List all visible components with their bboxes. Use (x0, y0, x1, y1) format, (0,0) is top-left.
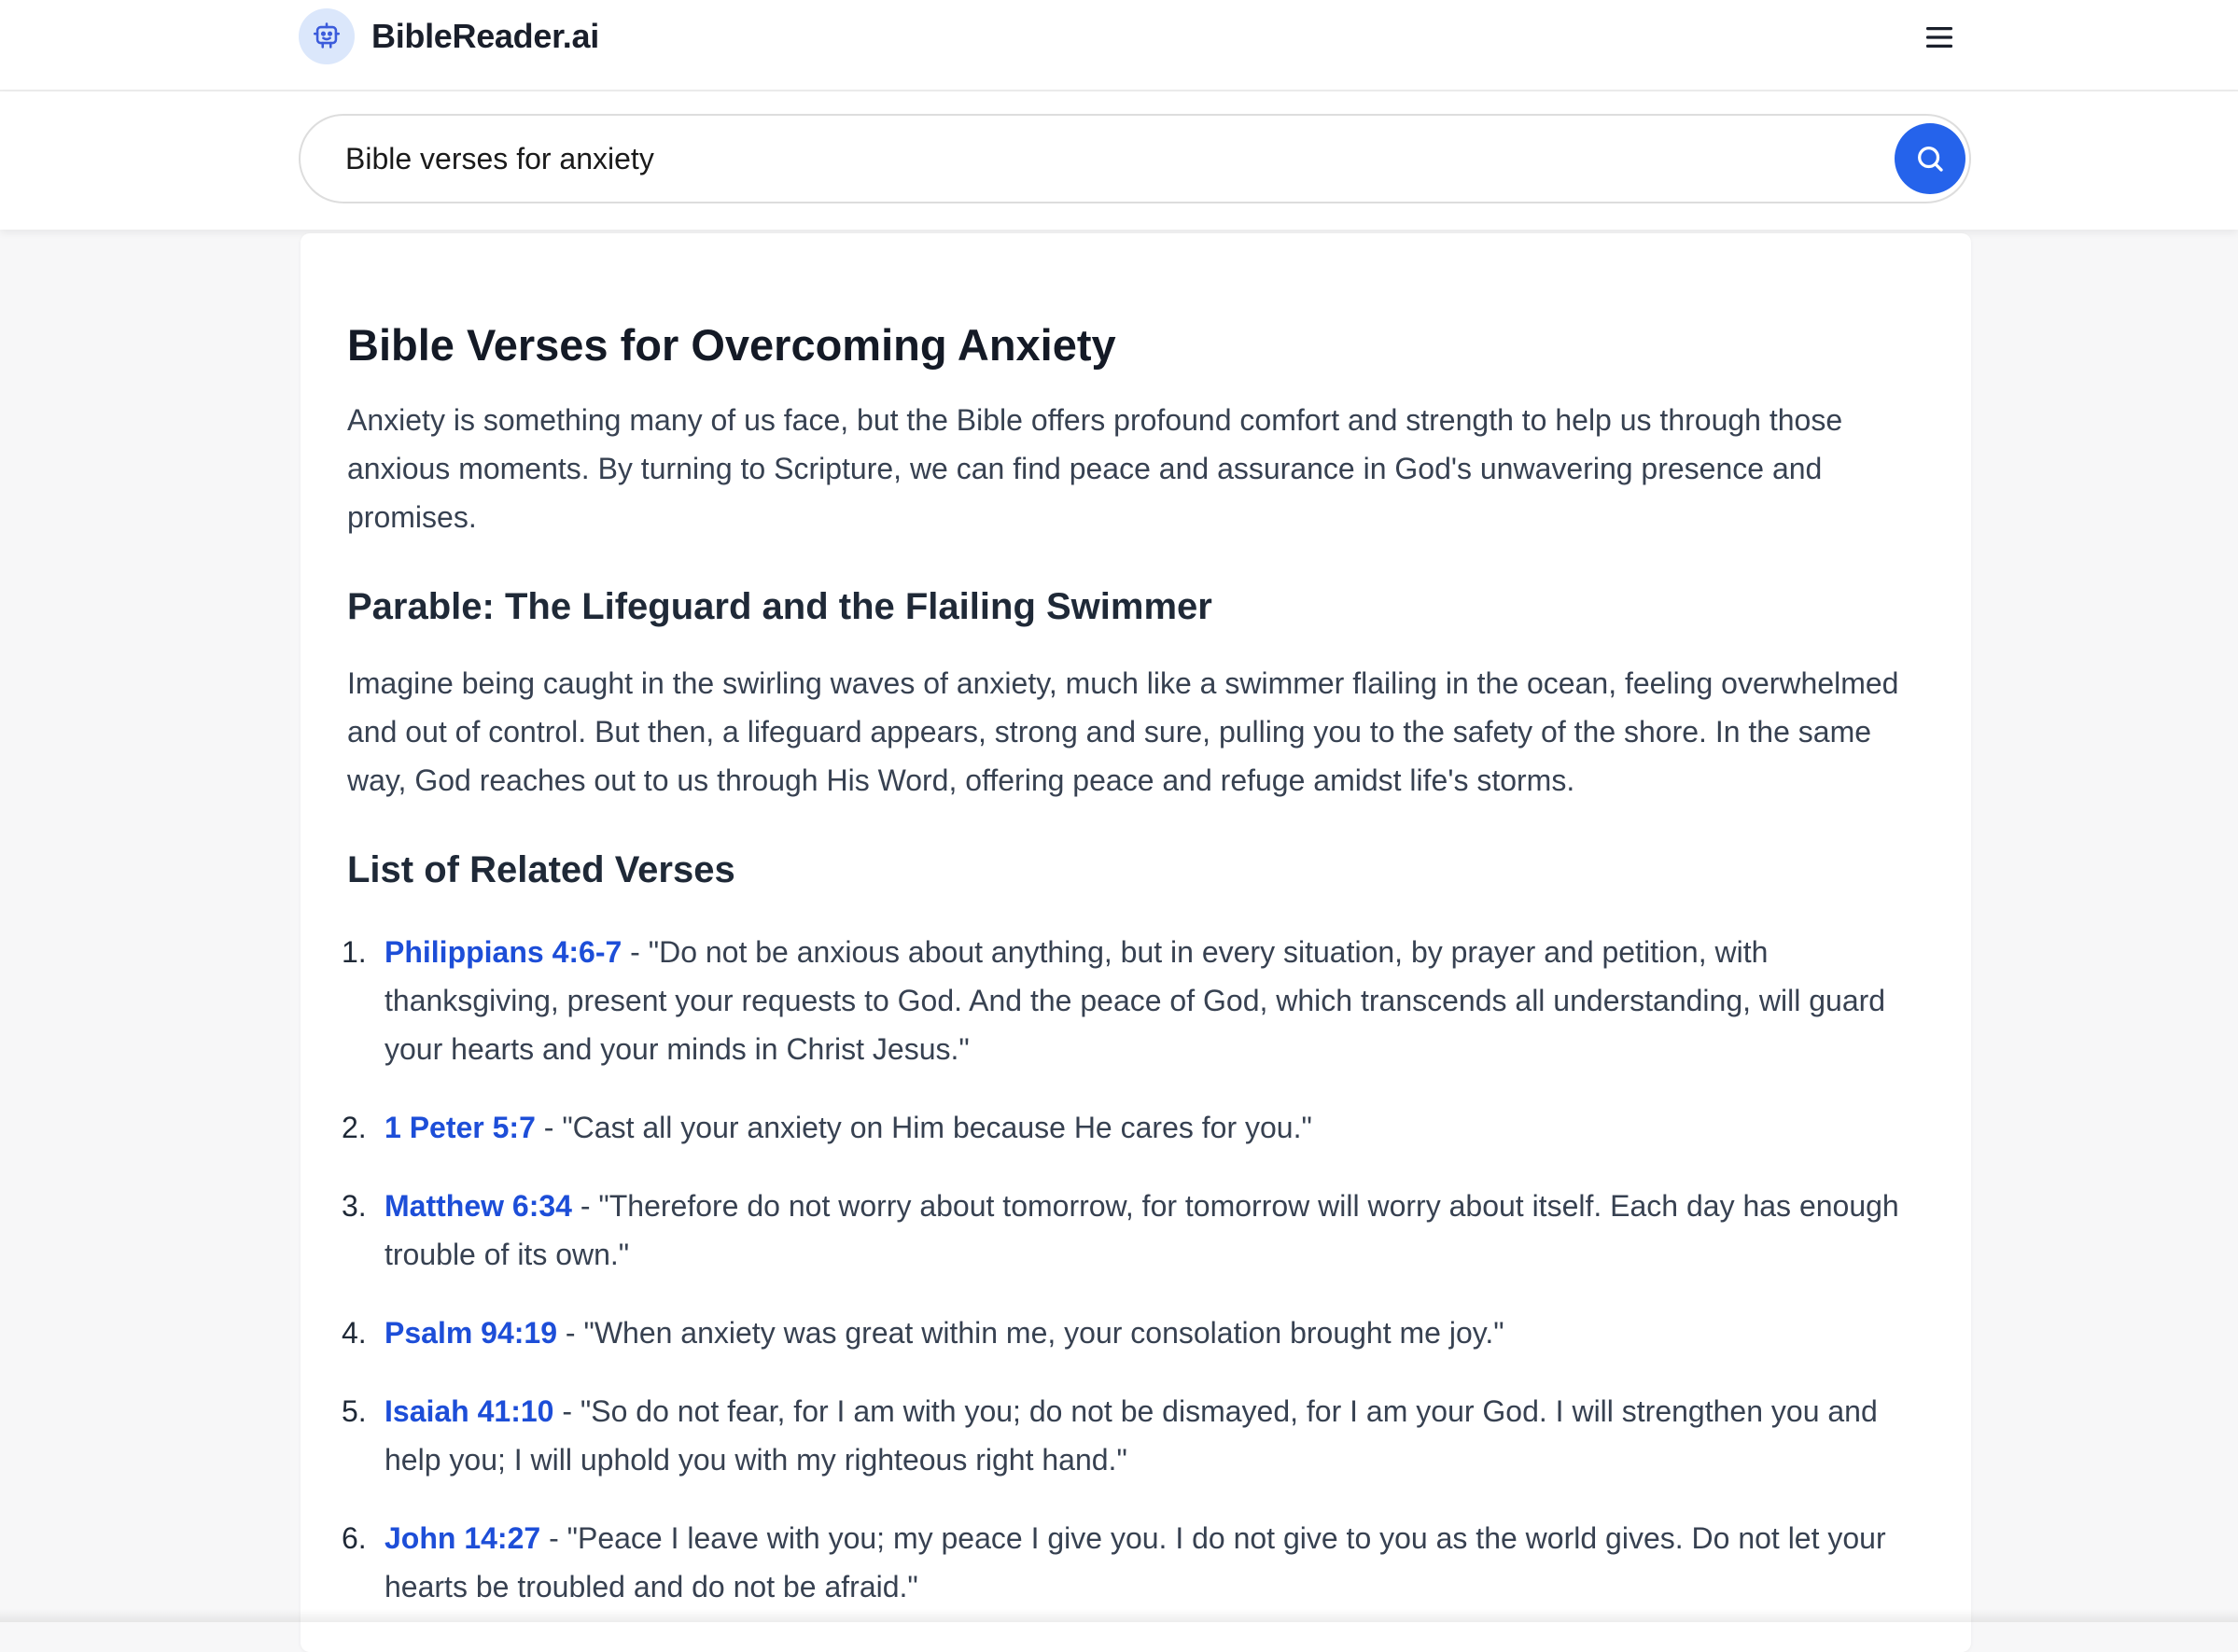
verse-link[interactable]: Philippians 4:6-7 (385, 935, 622, 970)
related-verses-heading: List of Related Verses (347, 849, 735, 891)
list-item (342, 1387, 1934, 1484)
list-item (342, 928, 1934, 1073)
list-item (342, 1514, 1934, 1611)
top-header (0, 0, 2238, 91)
verse-text: - "So do not fear, for I am with you; do not be dismayed, for I am your God. I will strengthen you and help you; I will uphold you with my righteous right hand." (385, 1394, 1878, 1477)
search-box (299, 114, 1971, 203)
article-content (342, 319, 1934, 1641)
verse-link[interactable]: Psalm 94:19 (385, 1316, 558, 1351)
verse-link[interactable]: John 14:27 (385, 1521, 541, 1556)
verse-list (342, 928, 1934, 1611)
robot-face-icon (299, 8, 355, 64)
list-item (342, 1103, 1934, 1152)
article-card (301, 233, 1971, 1652)
verse-text: - "Cast all your anxiety on Him because He cares for you." (535, 1111, 1312, 1145)
list-number: 3. (342, 1189, 367, 1224)
list-number: 1. (342, 935, 367, 970)
list-number: 2. (342, 1111, 367, 1145)
list-number: 6. (342, 1521, 367, 1556)
verse-link[interactable]: 1 Peter 5:7 (385, 1111, 536, 1145)
search-bar-section (0, 91, 2238, 230)
list-item (342, 1182, 1934, 1279)
verse-text: - "Therefore do not worry about tomorrow, for tomorrow will worry about itself. Each day has enough trouble of its own." (385, 1189, 1899, 1272)
article-title: Bible Verses for Overcoming Anxiety (347, 320, 1116, 370)
search-icon (1914, 143, 1946, 175)
parable-paragraph: Imagine being caught in the swirling waves of anxiety, much like a swimmer flailing in the ocean, feeling overwhelmed and out of control. But then, a lifeguard appears, strong and sure, pulling you to the safety of the shore. In the same way, God reaches out to us through His Word, offering peace and refuge amidst life's storms. (347, 666, 1899, 798)
hamburger-menu-icon[interactable] (1917, 19, 1962, 56)
search-button[interactable] (1895, 123, 1965, 194)
parable-heading: Parable: The Lifeguard and the Flailing Swimmer (347, 586, 1212, 628)
verse-link[interactable]: Isaiah 41:10 (385, 1394, 554, 1429)
verse-text: - "Peace I leave with you; my peace I give you. I do not give to you as the world gives. Do not let your hearts be troubled and do not be afraid." (385, 1521, 1886, 1604)
list-item (342, 1309, 1934, 1357)
verse-text: - "When anxiety was great within me, your consolation brought me joy." (557, 1316, 1504, 1351)
intro-paragraph: Anxiety is something many of us face, but the Bible offers profound comfort and strength to help us through those anxious moments. By turning to Scripture, we can find peace and assurance in God's unwavering presence and promises. (347, 403, 1843, 535)
search-input[interactable] (345, 116, 1801, 202)
verse-text: - "Do not be anxious about anything, but in every situation, by prayer and petition, with thanksgiving, present your requests to God. And the peace of God, which transcends all understanding, will guard your hearts and your minds in Christ Jesus." (385, 935, 1886, 1067)
list-number: 4. (342, 1316, 367, 1351)
bottom-shadow (0, 1609, 2238, 1622)
verse-link[interactable]: Matthew 6:34 (385, 1189, 572, 1224)
brand-name: BibleReader.ai (371, 17, 599, 55)
list-number: 5. (342, 1394, 367, 1429)
brand[interactable] (299, 8, 599, 64)
